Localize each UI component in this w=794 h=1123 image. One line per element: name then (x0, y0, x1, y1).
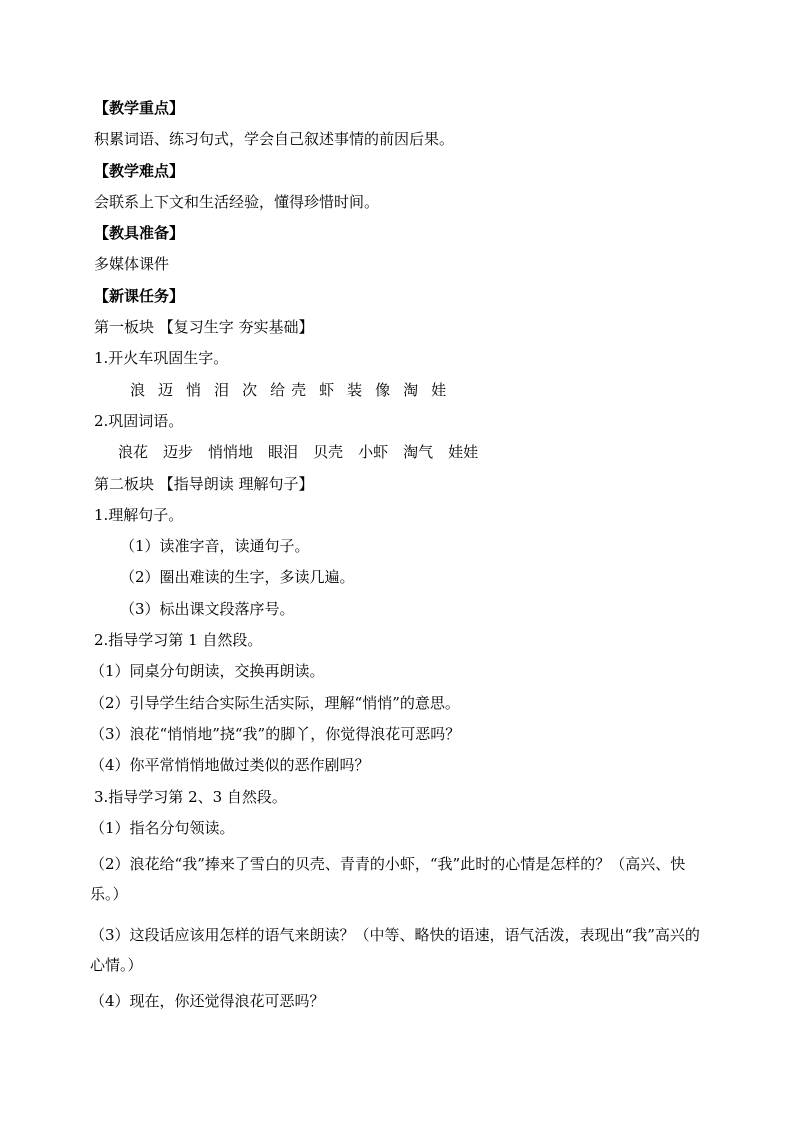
char-list (94, 380, 714, 411)
char-item: 浪 (130, 380, 146, 399)
key-points-text: 积累词语、练习句式，学会自己叙述事情的前因后果。 (94, 130, 455, 149)
char-item: 迈 (158, 380, 174, 399)
char-item: 装 (347, 380, 363, 399)
document-page (90, 98, 714, 1022)
block2-item1-sub: （3）标出课文段落序号。 (120, 599, 295, 618)
block1-item1: 1.开火车巩固生字。 (94, 349, 229, 368)
word-item: 淘气 (403, 443, 434, 462)
word-item: 迈步 (163, 443, 194, 462)
materials-heading: 【教具准备】 (94, 224, 185, 243)
block1-item2: 2.巩固词语。 (94, 411, 184, 430)
word-item: 眼泪 (268, 443, 299, 462)
difficulties-text: 会联系上下文和生活经验，懂得珍惜时间。 (94, 192, 380, 211)
char-item: 给 (270, 380, 286, 399)
char-item: 虾 (319, 380, 335, 399)
block2-item1-sub: （1）读准字音，读通句子。 (120, 537, 310, 556)
block2-item2-sub: （4）你平常悄悄地做过类似的恶作剧吗？ (90, 756, 370, 775)
block2-item1-sub: （2）圈出难读的生字，多读几遍。 (120, 568, 355, 587)
block2-item2-sub: （2）引导学生结合实际生活实际，理解“悄悄”的意思。 (90, 693, 460, 712)
char-item: 像 (375, 380, 391, 399)
block2-item3: 3.指导学习第 2、3 自然段。 (94, 787, 287, 806)
block2-item2-sub: （1）同桌分句朗读，交换再朗读。 (90, 662, 325, 681)
word-item: 娃娃 (448, 443, 479, 462)
char-item: 悄 (186, 380, 202, 399)
char-item: 淘 (403, 380, 419, 399)
char-item: 壳 (291, 380, 307, 399)
char-item: 次 (242, 380, 258, 399)
block2-item1: 1.理解句子。 (94, 505, 184, 524)
block2-title: 第二板块 【指导朗读 理解句子】 (94, 474, 314, 493)
block2-item2: 2.指导学习第 1 自然段。 (94, 631, 263, 650)
block2-item3-sub: （3）这段话应该用怎样的语气来朗读？（中等、略快的语速，语气活泼，表现出“我”高兴的心情。） (90, 926, 700, 975)
block2-item3-sub: （2）浪花给“我”捧来了雪白的贝壳、青青的小虾，“我”此时的心情是怎样的？（高兴、快乐。） (90, 855, 686, 904)
word-item: 悄悄地 (208, 443, 254, 462)
new-task-heading: 【新课任务】 (94, 286, 185, 305)
word-item: 浪花 (118, 443, 149, 462)
block1-title: 第一板块 【复习生字 夯实基础】 (94, 318, 314, 337)
word-item: 贝壳 (313, 443, 344, 462)
difficulties-heading: 【教学难点】 (94, 161, 185, 180)
block2-item3-sub: （1）指名分句领读。 (90, 818, 235, 837)
block2-item2-sub: （3）浪花“悄悄地”挠“我”的脚丫，你觉得浪花可恶吗？ (90, 724, 461, 743)
materials-text: 多媒体课件 (94, 255, 170, 274)
block2-item3-sub: （4）现在，你还觉得浪花可恶吗？ (90, 992, 325, 1011)
char-item: 娃 (431, 380, 447, 399)
key-points-heading: 【教学重点】 (94, 99, 185, 117)
word-list (94, 442, 714, 473)
char-item: 泪 (214, 380, 230, 399)
word-item: 小虾 (358, 443, 389, 462)
